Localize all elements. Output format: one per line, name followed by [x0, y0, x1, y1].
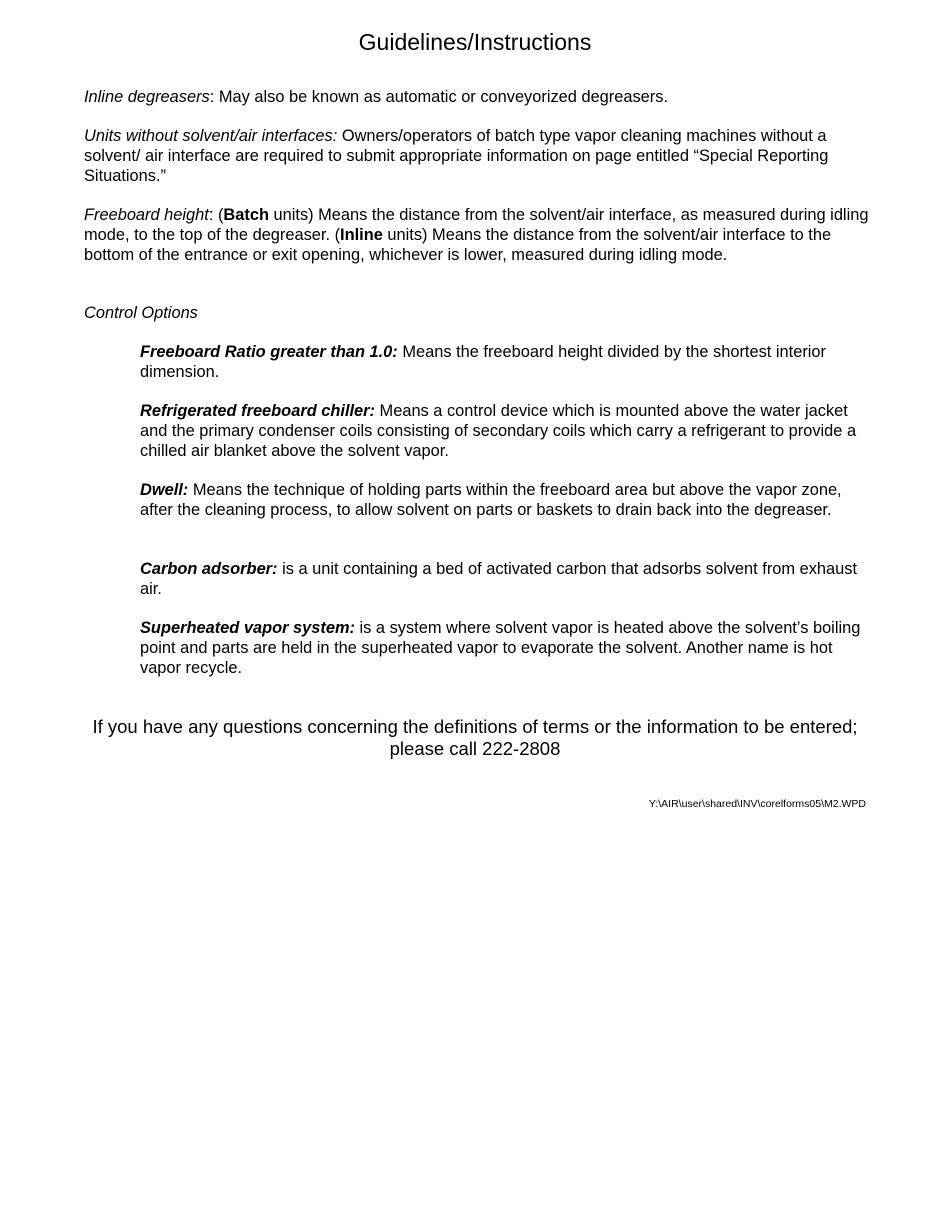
contact-note-line-2: please call 222-2808	[389, 738, 561, 759]
freeboard-term: Freeboard height	[84, 206, 209, 224]
definition-text: Means a control device which is mounted above the water jacket and the primary condenser coils consisting of secondary coils which carry a refrigerant to provide a chilled air blanket above the solvent vapor.	[140, 402, 857, 460]
freeboard-text-3: units) Means the distance from the solvent/air interface to the bottom of the entrance or exit opening, whichever is lower, measured during idling mode.	[84, 225, 832, 264]
contact-note-line-1: If you have any questions concerning the definitions of terms or the information to be entered;	[92, 716, 858, 737]
units-text: Owners/operators of batch type vapor cleaning machines without a solvent/ air interface are required to submit appropriate information on page entitled “Special Reporting Situations.”	[84, 127, 829, 185]
inline-label: Inline	[340, 225, 383, 244]
definition-term: Freeboard Ratio greater than 1.0:	[140, 343, 398, 361]
inline-degreasers-text: : May also be known as automatic or conveyorized degreasers.	[209, 88, 669, 106]
file-path-footer: Y:\AIR\user\shared\INV\corelforms05\M2.WPD	[648, 798, 866, 810]
definition-dwell	[140, 481, 870, 521]
units-without-interface-paragraph	[84, 127, 874, 186]
definition-text: is a system where solvent vapor is heated above the solvent’s boiling point and parts are held in the superheated vapor to evaporate the solvent. Another name is hot vapor recycle.	[140, 619, 861, 677]
definition-text: Means the freeboard height divided by the shortest interior dimension.	[140, 343, 826, 381]
definition-term: Dwell:	[140, 481, 189, 499]
definition-term: Carbon adsorber:	[140, 560, 278, 578]
definition-carbon-adsorber	[140, 560, 870, 600]
definition-term: Superheated vapor system:	[140, 619, 355, 637]
freeboard-height-paragraph	[84, 206, 874, 265]
control-options-heading: Control Options	[84, 304, 198, 322]
contact-note	[0, 716, 950, 760]
definition-freeboard-ratio	[140, 343, 870, 383]
freeboard-text-2: units) Means the distance from the solvent/air interface, as measured during idling mode, to the top of the degreaser. (	[84, 206, 869, 244]
batch-label: Batch	[223, 206, 269, 224]
definition-superheated-vapor	[140, 619, 870, 678]
definition-term: Refrigerated freeboard chiller:	[140, 402, 375, 420]
definition-text: is a unit containing a bed of activated carbon that adsorbs solvent from exhaust air.	[140, 560, 858, 598]
page-title: Guidelines/Instructions	[358, 29, 592, 55]
freeboard-text-1: : (	[208, 206, 224, 224]
definition-refrigerated-chiller	[140, 402, 870, 461]
inline-degreasers-paragraph	[84, 88, 874, 108]
definition-text: Means the technique of holding parts within the freeboard area but above the vapor zone, after the cleaning process, to allow solvent on parts or baskets to drain back into the degreaser.	[140, 481, 842, 519]
units-term: Units without solvent/air interfaces:	[84, 127, 338, 145]
inline-degreasers-term: Inline degreasers	[84, 88, 210, 106]
